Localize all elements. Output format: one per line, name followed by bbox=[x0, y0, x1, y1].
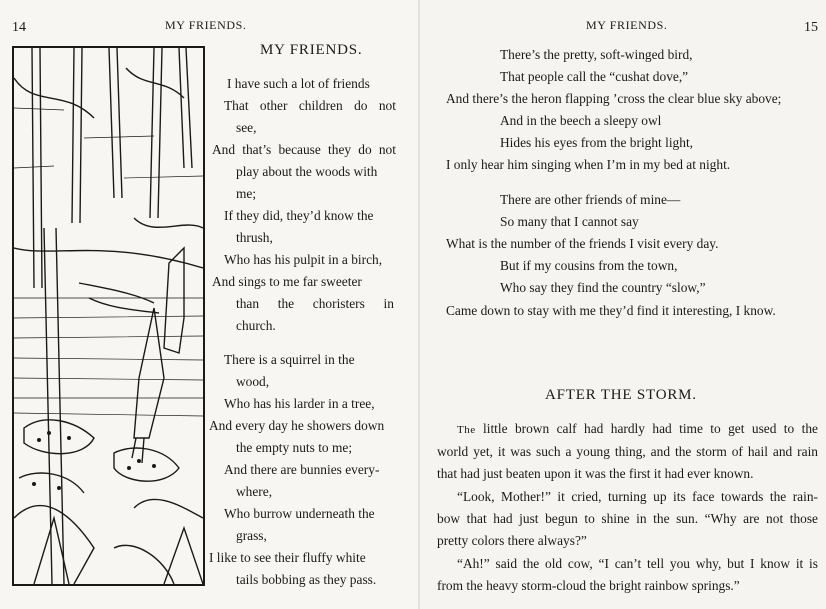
poem-line: thrush, bbox=[236, 230, 273, 245]
poem-word: that’s bbox=[242, 142, 272, 157]
woodland-illustration bbox=[12, 46, 205, 586]
poem-line: me; bbox=[236, 186, 257, 201]
poem-line: And sings to me far sweeter bbox=[212, 274, 362, 289]
poem-line: And there’s the heron flapping ’cross the clear blue sky above; bbox=[446, 91, 782, 106]
right-page bbox=[420, 0, 826, 609]
story-first-word: The bbox=[457, 424, 476, 436]
poem-line: church. bbox=[236, 318, 276, 333]
story-line: “Look, Mother!” it cried, turning up its face towards the rain- bbox=[457, 489, 818, 504]
poem-line: I only hear him singing when I’m in my bed at night. bbox=[446, 157, 731, 172]
poem-word: do bbox=[358, 142, 372, 157]
story-line: that had just beaten upon it was the first it had ever known. bbox=[437, 466, 754, 481]
poem-line: So many that I cannot say bbox=[500, 214, 639, 229]
poem-line: the empty nuts to me; bbox=[236, 440, 353, 455]
running-head: MY FRIENDS. bbox=[586, 18, 668, 32]
poem-line: Who has his pulpit in a birch, bbox=[224, 252, 383, 267]
poem-line: If they did, they’d know the bbox=[224, 208, 374, 223]
poem-line: And in the beech a sleepy owl bbox=[500, 113, 662, 128]
poem-line: And every day he showers down bbox=[209, 418, 385, 433]
poem-line: Came down to stay with me they’d find it interesting, I know. bbox=[446, 303, 776, 318]
story-line: “Ah!” said the old cow, “I can’t tell you why, but I know it is bbox=[457, 556, 818, 571]
page-number: 15 bbox=[804, 20, 818, 35]
poem-line: see, bbox=[236, 120, 257, 135]
story-line: from the heavy storm-cloud the bright rainbow springs.” bbox=[437, 578, 740, 593]
poem-word: choristers bbox=[312, 296, 365, 311]
poem-line: And there are bunnies every- bbox=[224, 462, 380, 477]
poem-line: Who say they find the country “slow,” bbox=[500, 280, 706, 295]
poem-word: children bbox=[298, 98, 343, 113]
poem-line: Who burrow underneath the bbox=[224, 506, 375, 521]
poem-line: wood, bbox=[236, 374, 270, 389]
poem-word: do bbox=[354, 98, 368, 113]
poem-line: I have such a lot of friends bbox=[227, 76, 370, 91]
story-line bbox=[457, 422, 818, 436]
poem-line: grass, bbox=[236, 528, 267, 543]
poem-line: That people call the “cushat dove,” bbox=[500, 69, 689, 84]
poem-word: the bbox=[277, 296, 295, 311]
poem-line: There are other friends of mine— bbox=[500, 192, 681, 207]
running-head: MY FRIENDS. bbox=[165, 18, 247, 32]
poem-word: than bbox=[236, 296, 260, 311]
poem-word: That bbox=[224, 98, 249, 113]
poem-word: And bbox=[212, 142, 236, 157]
poem-line: What is the number of the friends I visit every day. bbox=[446, 236, 719, 251]
story-title: AFTER THE STORM. bbox=[545, 387, 697, 403]
story-text: little brown calf had hardly had time to get used to the bbox=[483, 421, 818, 436]
poem-word: in bbox=[383, 296, 394, 311]
poem-line bbox=[236, 297, 394, 310]
poem-line bbox=[212, 143, 396, 156]
page-number: 14 bbox=[12, 20, 26, 35]
poem-line: There’s the pretty, soft-winged bird, bbox=[500, 47, 693, 62]
poem-line: But if my cousins from the town, bbox=[500, 258, 678, 273]
poem-line: There is a squirrel in the bbox=[224, 352, 355, 367]
poem-word: not bbox=[378, 142, 396, 157]
poem-title: MY FRIENDS. bbox=[260, 42, 363, 58]
poem-word: they bbox=[328, 142, 352, 157]
poem-word: not bbox=[378, 98, 396, 113]
poem-line: where, bbox=[236, 484, 273, 499]
story-line: pretty colors there always?” bbox=[437, 533, 587, 548]
poem-line: tails bobbing as they pass. bbox=[236, 572, 377, 587]
poem-line: Hides his eyes from the bright light, bbox=[500, 135, 694, 150]
poem-line: Who has his larder in a tree, bbox=[224, 396, 375, 411]
poem-word: other bbox=[259, 98, 288, 113]
poem-word: because bbox=[278, 142, 321, 157]
poem-line bbox=[224, 99, 396, 112]
story-line: world yet, it was such a young thing, and the storm of hail and rain bbox=[437, 444, 818, 459]
story-line: bow that had just begun to shine in the sun. “Why are not those bbox=[437, 511, 818, 526]
poem-line: I like to see their fluffy white bbox=[209, 550, 366, 565]
poem-line: play about the woods with bbox=[236, 164, 378, 179]
